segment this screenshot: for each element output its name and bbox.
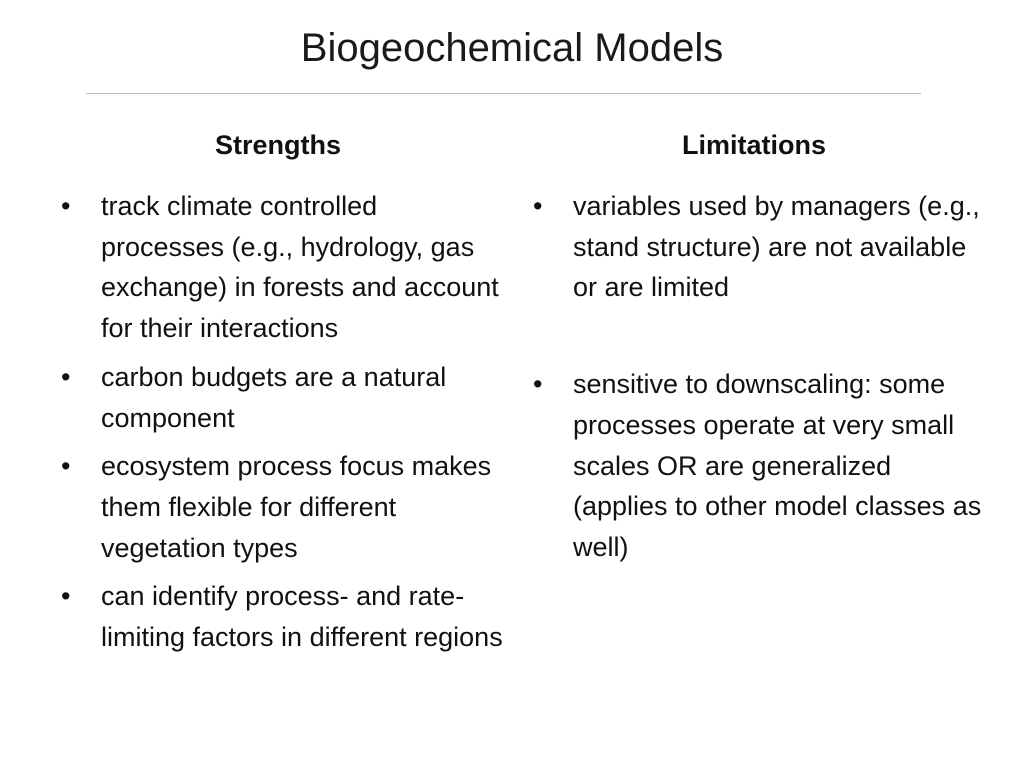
list-item <box>524 364 984 568</box>
bullet-icon: • <box>61 581 71 612</box>
list-item-text: variables used by managers (e.g., stand structure) are not available or are limited <box>573 191 980 303</box>
list-item <box>52 576 504 657</box>
list-item <box>52 186 504 349</box>
list-item-text: can identify process- and rate-limiting factors in different regions <box>101 581 503 653</box>
limitations-list <box>524 186 984 568</box>
list-item <box>52 357 504 438</box>
strengths-column <box>52 128 504 666</box>
bullet-icon: • <box>61 361 71 392</box>
limitations-column <box>524 128 984 624</box>
title-divider <box>86 93 921 94</box>
list-item-text: carbon budgets are a natural component <box>101 361 447 433</box>
strengths-heading: Strengths <box>214 130 341 160</box>
bullet-icon: • <box>533 191 543 221</box>
slide-title: Biogeochemical Models <box>300 26 724 70</box>
list-item <box>524 186 984 308</box>
list-item <box>52 446 504 568</box>
bullet-icon: • <box>533 369 543 400</box>
limitations-heading: Limitations <box>681 130 826 160</box>
strengths-list <box>52 186 504 658</box>
list-item-text: sensitive to downscaling: some processes operate at very small scales OR are generalized (applies to other model classes as well) <box>573 369 982 562</box>
list-item-text: ecosystem process focus makes them flexible for different vegetation types <box>101 451 492 563</box>
list-item-text: track climate controlled processes (e.g., hydrology, gas exchange) in forests and account for their interactions <box>101 191 499 344</box>
bullet-icon: • <box>61 451 71 482</box>
bullet-icon: • <box>61 191 71 221</box>
